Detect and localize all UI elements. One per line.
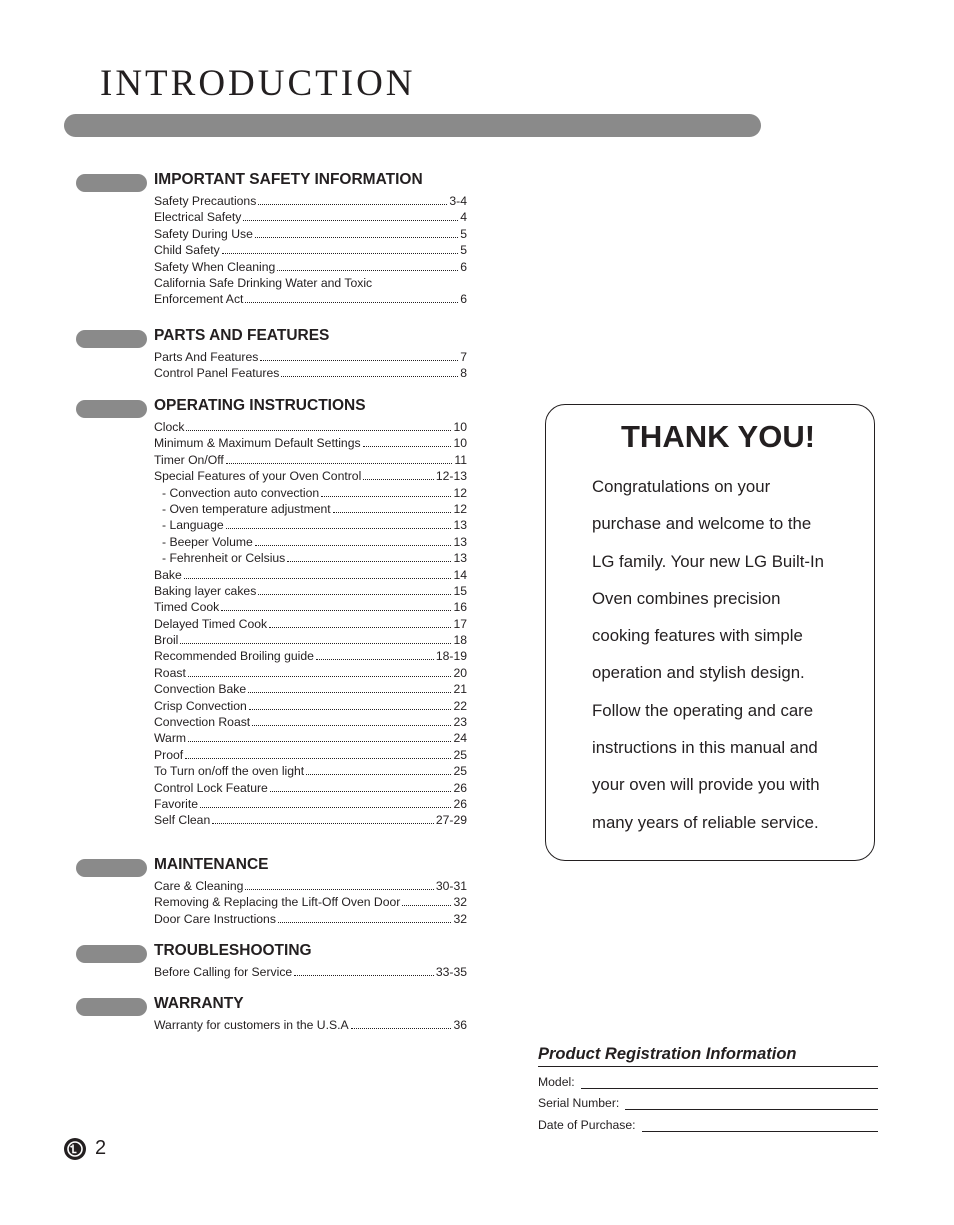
dot-leader (245, 302, 458, 303)
toc-entry-label: Self Clean (154, 813, 211, 828)
toc-entry-label: Child Safety (154, 243, 220, 258)
toc-entry-page: 13 (453, 518, 467, 533)
toc-entry-page: 26 (453, 796, 467, 811)
toc-entry-page: 23 (453, 715, 467, 730)
toc-entry (154, 550, 467, 566)
dot-leader (222, 253, 459, 254)
registration-title: Product Registration Information (538, 1045, 878, 1067)
registration-field-line (625, 1097, 878, 1110)
section-heading: WARRANTY (154, 995, 244, 1012)
thank-you-heading: THANK YOU! (621, 419, 816, 454)
toc-entry (154, 209, 467, 225)
registration-field (538, 1089, 878, 1111)
toc-entry-list (154, 1017, 467, 1033)
toc-entry-label: To Turn on/off the oven light (154, 764, 305, 779)
toc-entry-label: Warranty for customers in the U.S.A (154, 1018, 349, 1032)
toc-entry (154, 730, 467, 746)
toc-entry (154, 291, 467, 307)
toc-entry-page: 18 (453, 633, 467, 648)
dot-leader (249, 709, 452, 710)
dot-leader (186, 430, 451, 431)
toc-entry-label: Door Care Instructions (154, 911, 276, 926)
dot-leader (188, 741, 451, 742)
toc-entry-label: Care & Cleaning (154, 879, 244, 893)
registration-field-label: Serial Number: (538, 1096, 620, 1110)
toc-entry-page: 20 (453, 665, 467, 680)
toc-entry-page: 16 (453, 600, 467, 615)
toc-entry (154, 275, 467, 291)
toc-entry (154, 193, 467, 209)
toc-entry (154, 714, 467, 730)
toc-entry-label: Recommended Broiling guide (154, 649, 314, 664)
thank-you-line: many years of reliable service. (592, 812, 819, 832)
toc-entry-label: Control Panel Features (154, 366, 280, 381)
toc-entry-label: Safety When Cleaning (154, 259, 276, 274)
toc-entry-label: Favorite (154, 796, 199, 811)
toc-entry-page: 36 (453, 1018, 467, 1032)
toc-entry-label: - Convection auto convection (162, 485, 320, 500)
section-marker-bar (76, 330, 147, 348)
toc-entry (154, 485, 467, 501)
section-marker-bar (76, 859, 147, 877)
toc-entry (154, 812, 467, 828)
dot-leader (258, 594, 451, 595)
toc-entry-page: 22 (453, 698, 467, 713)
toc-entry-page: 17 (453, 616, 467, 631)
toc-entry (154, 419, 467, 435)
toc-entry-page: 7 (460, 350, 467, 364)
lg-logo-icon (63, 1137, 87, 1161)
section-heading: OPERATING INSTRUCTIONS (154, 397, 366, 414)
toc-entry-label: Convection Bake (154, 682, 247, 697)
dot-leader (260, 360, 458, 361)
toc-entry (154, 242, 467, 258)
toc-entry (154, 616, 467, 632)
toc-entry-label: - Beeper Volume (162, 534, 253, 549)
toc-entry-label: - Fehrenheit or Celsius (162, 551, 286, 566)
toc-entry-page: 10 (453, 436, 467, 451)
toc-entry-label: - Oven temperature adjustment (162, 501, 331, 516)
dot-leader (221, 610, 451, 611)
toc-entry (154, 435, 467, 451)
toc-entry-page: 11 (454, 452, 467, 467)
toc-entry-label: Convection Roast (154, 715, 251, 730)
registration-field (538, 1067, 878, 1089)
dot-leader (255, 545, 452, 546)
dot-leader (287, 561, 451, 562)
dot-leader (316, 659, 434, 660)
dot-leader (200, 807, 451, 808)
toc-entry (154, 796, 467, 812)
toc-entry-page: 14 (453, 567, 467, 582)
dot-leader (269, 627, 451, 628)
thank-you-line: Follow the operating and care (592, 700, 814, 720)
toc-entry (154, 894, 467, 910)
toc-entry-label: California Safe Drinking Water and Toxic (154, 275, 373, 290)
toc-entry-list (154, 193, 467, 308)
thank-you-line: instructions in this manual and (592, 738, 818, 758)
toc-entry-page: 10 (453, 420, 467, 434)
toc-entry-list (154, 878, 467, 927)
toc-entry (154, 226, 467, 242)
toc-entry (154, 665, 467, 681)
dot-leader (270, 791, 452, 792)
toc-entry (154, 599, 467, 615)
dot-leader (226, 528, 452, 529)
toc-entry-label: Special Features of your Oven Control (154, 469, 362, 484)
page-number: 2 (95, 1137, 107, 1159)
toc-entry-page: 13 (453, 551, 467, 566)
toc-entry (154, 911, 467, 927)
toc-entry-page: 27-29 (435, 813, 467, 828)
toc-entry-list (154, 349, 467, 382)
toc-entry (154, 681, 467, 697)
toc-entry-page: 6 (460, 292, 467, 307)
toc-entry-page: 32 (453, 911, 467, 926)
thank-you-line: your oven will provide you with (592, 775, 820, 795)
dot-leader (258, 204, 447, 205)
toc-entry-page: 26 (453, 780, 467, 795)
thank-you-message (592, 468, 862, 841)
dot-leader (248, 692, 451, 693)
toc-entry-page: 4 (460, 210, 467, 225)
toc-entry-page: 21 (453, 682, 467, 697)
section-marker-bar (76, 400, 147, 418)
thank-you-line: operation and stylish design. (592, 663, 805, 683)
toc-entry-page: 15 (453, 583, 467, 598)
toc-entry-label: Clock (154, 420, 185, 434)
thank-you-line: Congratulations on your (592, 477, 771, 496)
dot-leader (212, 823, 434, 824)
toc-entry-page: 12 (453, 501, 467, 516)
dot-leader (294, 975, 434, 976)
toc-entry-label: Crisp Convection (154, 698, 247, 713)
toc-entry-label: Warm (154, 731, 187, 746)
toc-entry-page: 5 (460, 243, 467, 258)
dot-leader (351, 1028, 452, 1029)
dot-leader (277, 270, 458, 271)
dot-leader (306, 774, 451, 775)
toc-entry-page: 18-19 (435, 649, 467, 664)
toc-entry-label: Safety Precautions (154, 194, 257, 208)
section-heading: MAINTENANCE (154, 856, 269, 873)
toc-entry (154, 964, 467, 980)
toc-entry (154, 747, 467, 763)
section-marker-bar (76, 174, 147, 192)
product-registration (538, 1045, 878, 1132)
dot-leader (402, 905, 451, 906)
toc-entry-label: Parts And Features (154, 350, 259, 364)
registration-field (538, 1110, 878, 1132)
dot-leader (252, 725, 451, 726)
toc-entry (154, 878, 467, 894)
toc-entry-page: 24 (453, 731, 467, 746)
toc-entry-label: Broil (154, 633, 179, 648)
dot-leader (185, 758, 451, 759)
toc-entry-page: 12-13 (435, 469, 467, 484)
thank-you-box (545, 404, 875, 861)
toc-entry-label: Electrical Safety (154, 210, 242, 225)
dot-leader (188, 676, 452, 677)
toc-entry-page: 33-35 (435, 965, 467, 979)
toc-entry-label: Safety During Use (154, 226, 253, 241)
toc-entry-label: Minimum & Maximum Default Settings (154, 436, 361, 451)
dot-leader (255, 237, 458, 238)
section-heading: PARTS AND FEATURES (154, 327, 330, 344)
toc-entry-page: 8 (460, 366, 467, 381)
toc-entry-label: Control Lock Feature (154, 780, 268, 795)
toc-entry-label: Delayed Timed Cook (154, 616, 268, 631)
section-heading: IMPORTANT SAFETY INFORMATION (154, 171, 423, 188)
thank-you-line: purchase and welcome to the (592, 514, 812, 534)
section-marker-bar (76, 998, 147, 1016)
page-title: INTRODUCTION (100, 63, 416, 104)
section-marker-bar (76, 945, 147, 963)
toc-entry-label: Roast (154, 665, 186, 680)
thank-you-line: Oven combines precision (592, 588, 781, 608)
registration-field-line (642, 1119, 878, 1132)
registration-field-line (581, 1076, 878, 1089)
toc-entry-label: Enforcement Act (154, 292, 244, 307)
toc-entry-page: 30-31 (435, 879, 467, 893)
toc-entry (154, 567, 467, 583)
toc-entry (154, 468, 467, 484)
section-heading: TROUBLESHOOTING (154, 942, 312, 959)
dot-leader (281, 376, 458, 377)
dot-leader (278, 922, 452, 923)
toc-entry-page: 25 (453, 764, 467, 779)
toc-entry (154, 780, 467, 796)
dot-leader (363, 479, 434, 480)
toc-entry (154, 349, 467, 365)
toc-entry (154, 259, 467, 275)
toc-entry (154, 517, 467, 533)
toc-entry-label: Baking layer cakes (154, 583, 257, 598)
toc-entry-page: 12 (453, 485, 467, 500)
toc-entry (154, 452, 467, 468)
toc-entry-page: 3-4 (449, 194, 467, 208)
toc-entry (154, 648, 467, 664)
dot-leader (184, 578, 452, 579)
thank-you-line: cooking features with simple (592, 626, 803, 646)
dot-leader (333, 512, 452, 513)
dot-leader (180, 643, 451, 644)
toc-entry-label: Bake (154, 567, 182, 582)
toc-entry-label: Timer On/Off (154, 452, 224, 467)
toc-entry-label: Before Calling for Service (154, 965, 293, 979)
dot-leader (243, 220, 458, 221)
toc-entry (154, 632, 467, 648)
toc-entry-label: Timed Cook (154, 600, 220, 615)
toc-entry-page: 5 (460, 226, 467, 241)
registration-field-label: Date of Purchase: (538, 1117, 636, 1132)
toc-entry-page: 6 (460, 259, 467, 274)
dot-leader (363, 446, 452, 447)
toc-entry-page: 32 (453, 895, 467, 910)
toc-entry-label: - Language (162, 518, 224, 533)
dot-leader (245, 889, 433, 890)
toc-entry (154, 501, 467, 517)
toc-entry-label: Proof (154, 747, 184, 762)
toc-entry-page: 25 (453, 747, 467, 762)
toc-entry (154, 698, 467, 714)
toc-entry (154, 583, 467, 599)
toc-entry (154, 763, 467, 779)
toc-entry-page: 13 (453, 534, 467, 549)
registration-field-label: Model: (538, 1074, 575, 1089)
toc-entry-list (154, 964, 467, 980)
toc-entry (154, 1017, 467, 1033)
dot-leader (226, 463, 453, 464)
toc-entry-list (154, 419, 467, 829)
toc-entry (154, 365, 467, 381)
dot-leader (321, 496, 451, 497)
toc-entry (154, 534, 467, 550)
thank-you-line: LG family. Your new LG Built-In (592, 551, 824, 571)
toc-entry-label: Removing & Replacing the Lift-Off Oven Door (154, 895, 401, 910)
